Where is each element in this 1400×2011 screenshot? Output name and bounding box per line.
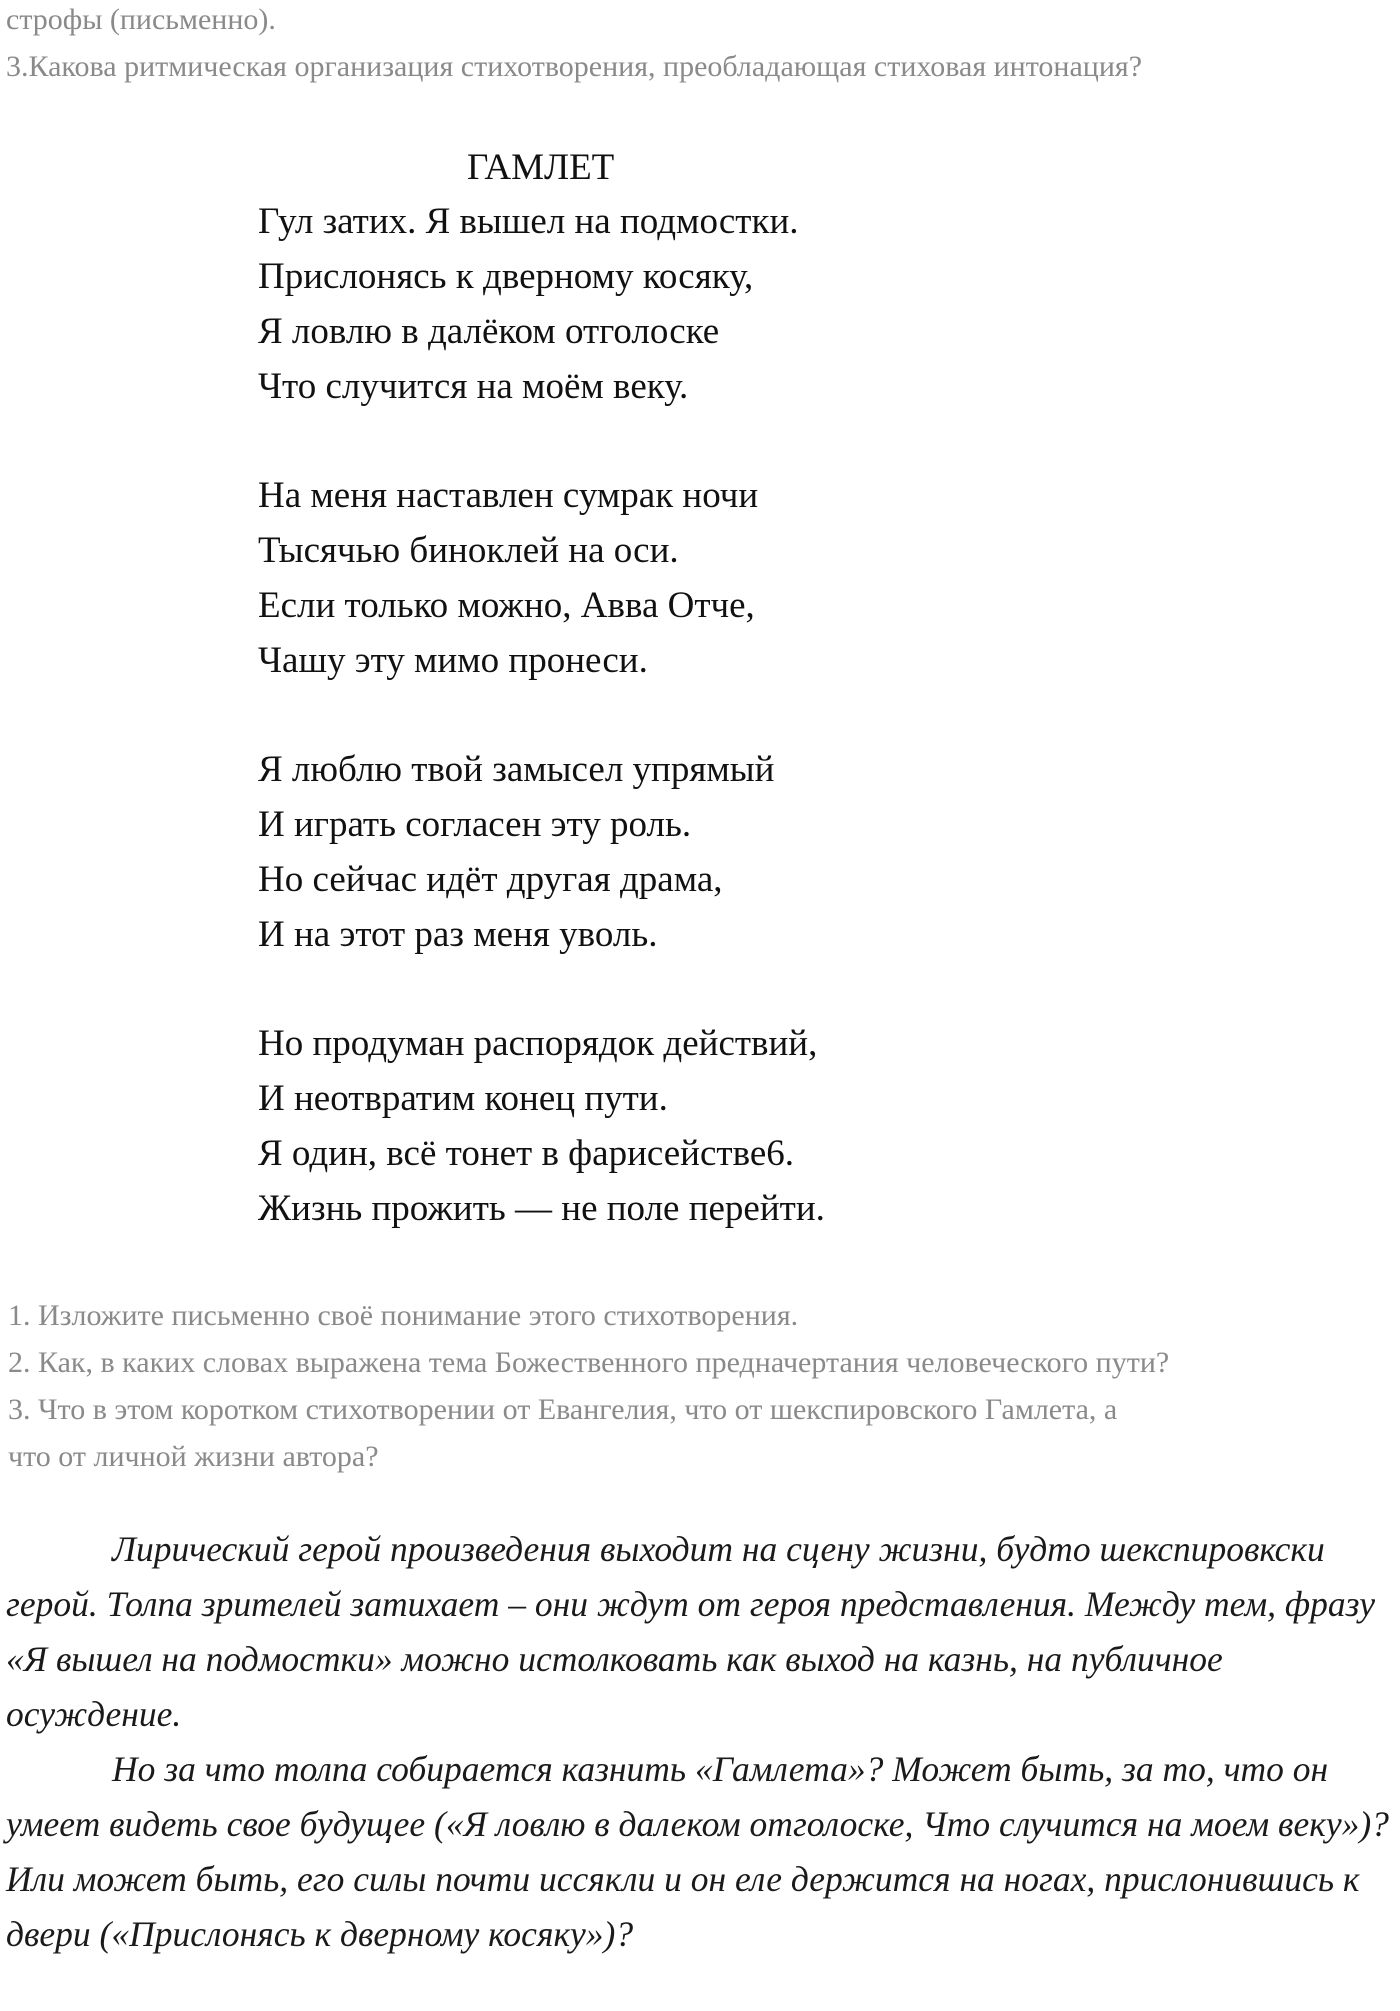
intro-text bbox=[6, 0, 1142, 90]
handwritten-answer bbox=[6, 1522, 1396, 1962]
poem-line: Я один, всё тонет в фарисействе6. bbox=[258, 1133, 794, 1174]
question-item: 3. Что в этом коротком стихотворении от Евангелия, что от шекспировского Гамлета, а bbox=[8, 1393, 1118, 1426]
poem-stanza bbox=[258, 468, 758, 688]
poem-line: Тысячью биноклей на оси. bbox=[258, 530, 679, 571]
poem-stanza bbox=[258, 194, 799, 414]
poem-line: Что случится на моём веку. bbox=[258, 366, 689, 407]
poem-line: Прислонясь к дверному косяку, bbox=[258, 256, 754, 297]
poem-line: Но сейчас идёт другая драма, bbox=[258, 859, 723, 900]
poem-line: Чашу эту мимо пронеси. bbox=[258, 640, 648, 681]
poem-line: Я люблю твой замысел упрямый bbox=[258, 749, 775, 790]
poem-line: Я ловлю в далёком отголоске bbox=[258, 311, 720, 352]
poem-line: Жизнь прожить — не поле перейти. bbox=[258, 1188, 825, 1229]
poem-line: Гул затих. Я вышел на подмостки. bbox=[258, 201, 799, 242]
poem-stanza bbox=[258, 742, 774, 962]
question-item: 1. Изложите письменно своё понимание этого стихотворения. bbox=[8, 1299, 799, 1332]
poem-line: И неотвратим конец пути. bbox=[258, 1078, 668, 1119]
intro-line: 3.Какова ритмическая организация стихотворения, преобладающая стиховая интонация? bbox=[6, 50, 1143, 83]
answer-paragraph: Но за что толпа собирается казнить «Гамлета»? Может быть, за то, что он умеет видеть свое будущее («Я ловлю в далеком отголоске, Что случится на моем веку»)? Или может быть, его силы почти иссякли и он еле держится на ногах, прислонившись к двери («Прислонясь к дверному косяку»)? bbox=[6, 1749, 1389, 1954]
intro-line: строфы (письменно). bbox=[6, 3, 276, 36]
questions-list bbox=[8, 1292, 1393, 1480]
question-item: 2. Как, в каких словах выражена тема Божественного предначертания человеческого пути? bbox=[8, 1346, 1170, 1379]
poem-line: И на этот раз меня уволь. bbox=[258, 914, 658, 955]
answer-paragraph: Лирический герой произведения выходит на сцену жизни, будто шекспировкски герой. Толпа зрителей затихает – они ждут от героя представления. Между тем, фразу «Я вышел на подмостки» можно истолковать как выход на казнь, на публичное осуждение. bbox=[6, 1529, 1376, 1734]
poem-line: Если только можно, Авва Отче, bbox=[258, 585, 755, 626]
poem-title: ГАМЛЕТ bbox=[467, 147, 615, 188]
question-item: что от личной жизни автора? bbox=[8, 1440, 379, 1473]
poem-line: Но продуман распорядок действий, bbox=[258, 1023, 818, 1064]
poem-stanza bbox=[258, 1016, 825, 1236]
poem-line: На меня наставлен сумрак ночи bbox=[258, 475, 759, 516]
poem-line: И играть согласен эту роль. bbox=[258, 804, 692, 845]
